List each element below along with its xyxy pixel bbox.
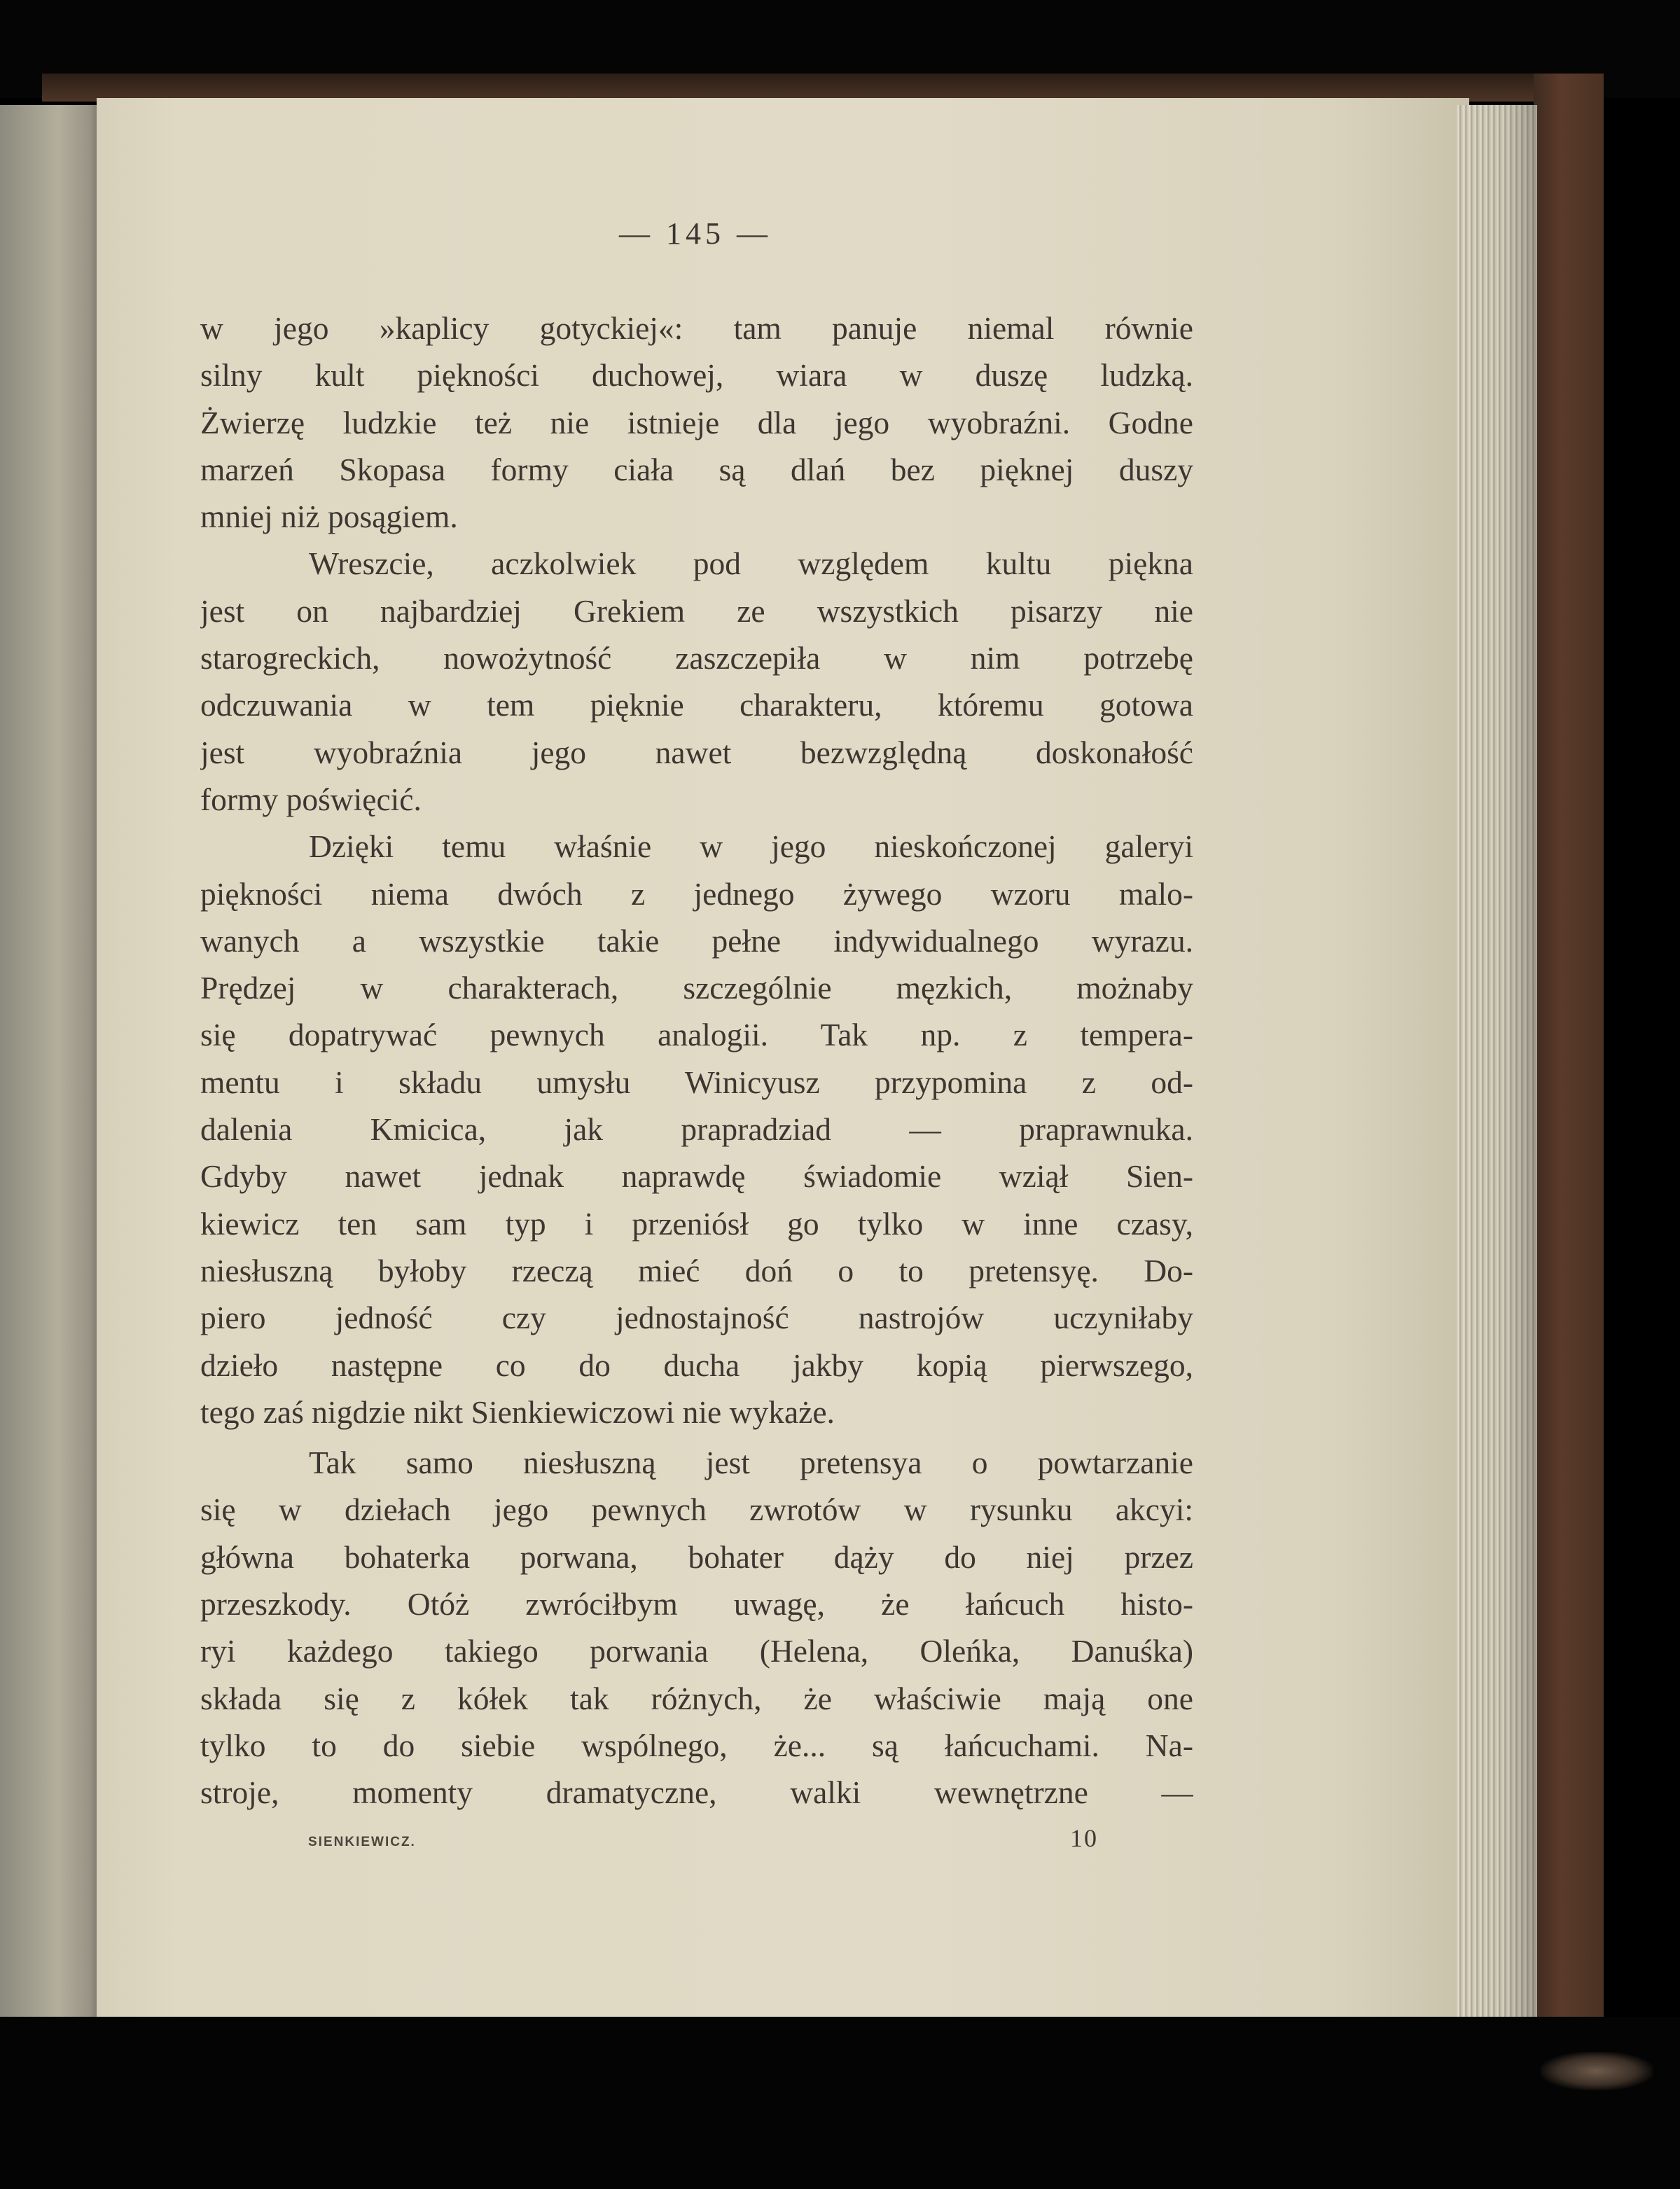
body-text	[200, 305, 1193, 1816]
text-line: tego zaś nigdzie nikt Sienkiewiczowi nie wykaże.	[200, 1394, 835, 1430]
text-line: niesłuszną byłoby rzeczą mieć doń o to pretensyę. Do-	[200, 1252, 1193, 1288]
text-line: mniej niż posągiem.	[200, 499, 458, 535]
text-line: w jego »kaplicy gotyckiej«: tam panuje niemal równie	[200, 310, 1193, 346]
text-line: Tak samo niesłuszną jest pretensya o powtarzanie	[309, 1445, 1193, 1481]
text-line: kiewicz ten sam typ i przeniósł go tylko w inne czasy,	[200, 1205, 1193, 1242]
text-line: Wreszcie, aczkolwiek pod względem kultu piękna	[309, 545, 1193, 582]
signature-mark: SIENKIEWICZ.	[308, 1835, 416, 1849]
text-line: wanych a wszystkie takie pełne indywidualnego wyrazu.	[200, 922, 1193, 959]
text-line: ryi każdego takiego porwania (Helena, Oleńka, Danuśka)	[200, 1633, 1193, 1669]
text-line: mentu i składu umysłu Winicyusz przypomina z od-	[200, 1064, 1193, 1100]
text-line: się dopatrywać pewnych analogii. Tak np. z tempera-	[200, 1017, 1193, 1053]
text-line: Żwierzę ludzkie też nie istnieje dla jego wyobraźni. Godne	[200, 404, 1193, 440]
text-line: tylko to do siebie wspólnego, że... są łańcuchami. Na-	[200, 1727, 1193, 1763]
scan-background-bottom	[0, 2017, 1680, 2189]
page-number-header: — 145 —	[619, 216, 772, 251]
text-line: się w dziełach jego pewnych zwrotów w rysunku akcyi:	[200, 1492, 1193, 1528]
page-stack-edges	[1457, 105, 1537, 2024]
text-line: jest wyobraźnia jego nawet bezwzględną doskonałość	[200, 734, 1193, 770]
text-line: przeszkody. Otóż zwróciłbym uwagę, że łańcuch histo-	[200, 1586, 1193, 1622]
text-line: piękności niema dwóch z jednego żywego wzoru malo-	[200, 875, 1193, 912]
text-line: starogreckich, nowożytność zaszczepiła w nim potrzebę	[200, 640, 1193, 676]
text-line: silny kult piękności duchowej, wiara w duszę ludzką.	[200, 357, 1193, 394]
binding-wear-mark	[1541, 2052, 1653, 2090]
signature-number: 10	[1070, 1824, 1098, 1852]
text-line: piero jedność czy jednostajność nastrojów uczyniłaby	[200, 1300, 1193, 1336]
text-line: dalenia Kmicica, jak prapradziad — praprawnuka.	[200, 1111, 1193, 1148]
text-line: składa się z kółek tak różnych, że właściwie mają one	[200, 1680, 1193, 1716]
book-cover-right-edge	[1534, 74, 1604, 2027]
text-line: stroje, momenty dramatyczne, walki wewnętrzne —	[200, 1774, 1193, 1811]
text-line: Gdyby nawet jednak naprawdę świadomie wziął Sien-	[200, 1158, 1193, 1195]
text-line: dzieło następne co do ducha jakby kopią pierwszego,	[200, 1347, 1193, 1383]
text-line: jest on najbardziej Grekiem ze wszystkich pisarzy nie	[200, 592, 1193, 629]
text-line: Prędzej w charakterach, szczególnie męzkich, możnaby	[200, 970, 1193, 1006]
text-line: marzeń Skopasa formy ciała są dlań bez pięknej duszy	[200, 451, 1193, 487]
text-line: odczuwania w tem pięknie charakteru, któremu gotowa	[200, 687, 1193, 723]
facing-page-edge	[0, 105, 105, 2024]
text-line: formy poświęcić.	[200, 781, 422, 817]
text-line: Dzięki temu właśnie w jego nieskończonej galeryi	[309, 828, 1193, 865]
book-cover-top-edge	[42, 74, 1604, 102]
text-line: główna bohaterka porwana, bohater dąży do niej przez	[200, 1538, 1193, 1575]
